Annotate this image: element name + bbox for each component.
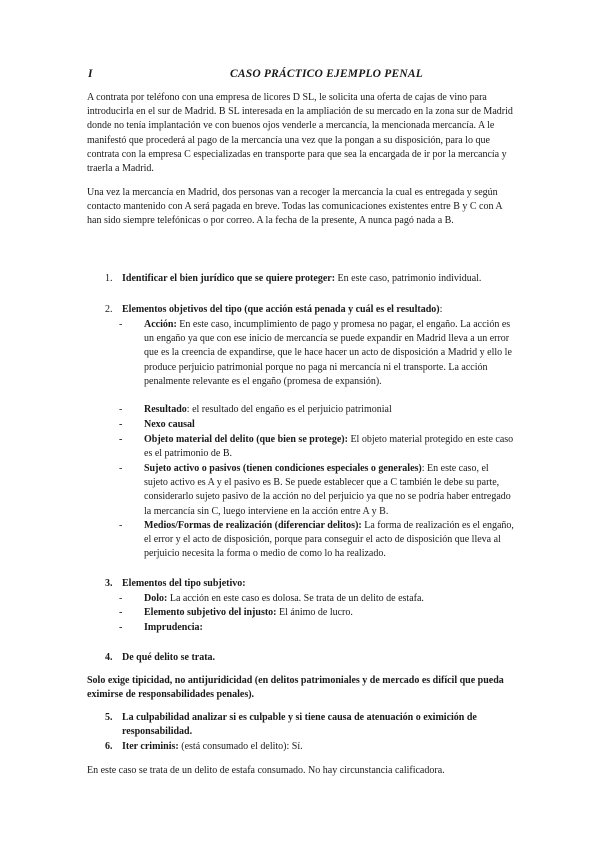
bullet-dash: - — [119, 319, 123, 330]
sub-item-heading: Objeto material del delito (que bien se protege): — [144, 434, 348, 445]
sub-item-text — [144, 433, 514, 461]
sub-item-body: : el resultado del engaño es el perjuicio patrimonial — [186, 404, 392, 415]
sub-item-heading: Elemento subjetivo del injusto: — [144, 607, 277, 618]
list-item-number: 2. — [105, 304, 113, 315]
list-item-body: (está consumado el delito): Sí. — [178, 741, 303, 752]
document-title: CASO PRÁCTICO EJEMPLO PENAL — [230, 68, 423, 80]
sub-item-heading: Nexo causal — [144, 419, 195, 430]
sub-item-body: El objeto material protegido en este caso es el patrimonio de B. — [144, 434, 514, 460]
sub-item-body: La forma de realización es el engaño, el error y el acto de disposición, porque para conseguir el acto de disposición que lleva al perjuicio necesita la forma o medio de como lo ha realizado. — [144, 520, 514, 560]
sub-item-body: : En este caso, el sujeto activo es A y el pasivo es B. Se puede establecer que a C también le debe su parte, considerarlo sujeto pasivo de la acción no del perjuicio ya que no se podría haber entregado la mercancía sin C, luego interviene en la acción entre A y B. — [144, 463, 511, 517]
list-item-number: 3. — [105, 578, 113, 589]
list-item-heading: Elementos objetivos del tipo (que acción está penada y cuál es el resultado) — [122, 304, 440, 315]
list-item-number: 4. — [105, 652, 113, 663]
document-title-row — [88, 68, 518, 86]
sub-item-heading: Sujeto activo o pasivos (tienen condiciones especiales o generales) — [144, 463, 422, 474]
sub-item-text — [144, 606, 514, 620]
bullet-dash: - — [119, 593, 123, 604]
sub-item-heading: Medios/Formas de realización (diferenciar delitos): — [144, 520, 362, 531]
bullet-dash: - — [119, 434, 123, 445]
bullet-dash: - — [119, 607, 123, 618]
paragraph-case-intro: A contrata por teléfono con una empresa de licores D SL, le solicita una oferta de cajas de vino para introducirla en el sur de Madrid. B SL interesada en la ampliación de su mercado en la zona sur de Madrid donde no tenía implantación ve con buenos ojos venderle a mercancía, la mencionada mercancía. A le manifestó que procederá al pago de la mercancía una vez que la pongan a su disposición, para lo que contrata con la empresa C especializadas en transporte para que sea la encargada de ir por la mercancía y traerla a Madrid. — [87, 92, 513, 175]
sub-item-heading: Acción: — [144, 319, 177, 330]
sub-item-heading: Dolo: — [144, 593, 168, 604]
list-item-number: 5. — [105, 712, 113, 723]
list-item-text — [122, 303, 510, 317]
sub-item-text — [144, 621, 514, 635]
list-item-heading: De qué delito se trata. — [122, 652, 216, 663]
list-item-heading: Identificar el bien jurídico que se quiere proteger: — [122, 273, 336, 284]
list-item-text — [122, 711, 510, 739]
sub-item-text — [144, 519, 514, 562]
bullet-dash: - — [119, 520, 123, 531]
sub-item-text — [144, 462, 514, 519]
sub-item-body: El ánimo de lucro. — [276, 607, 353, 618]
paragraph-conclusion: En este caso se trata de un delito de estafa consumado. No hay circunstancia calificadora. — [87, 765, 445, 776]
list-item-text — [122, 740, 510, 754]
list-item-number: 6. — [105, 741, 113, 752]
section-number: I — [88, 68, 93, 80]
bullet-dash: - — [119, 404, 123, 415]
sub-item-text — [144, 318, 514, 389]
list-item-heading: Elementos del tipo subjetivo: — [122, 578, 246, 589]
list-item-text — [122, 272, 510, 286]
list-item-heading: La culpabilidad analizar si es culpable y si tiene causa de atenuación o eximición de responsabilidad. — [122, 712, 477, 738]
list-item-text — [122, 651, 510, 665]
bullet-dash: - — [119, 622, 123, 633]
bullet-dash: - — [119, 419, 123, 430]
sub-item-text — [144, 418, 514, 432]
sub-item-body: La acción en este caso es dolosa. Se trata de un delito de estafa. — [167, 593, 424, 604]
sub-item-body: En este caso, incumplimiento de pago y promesa no pagar, el engaño. La acción es un engaño ya que con ese inicio de mercancía se puede expandir en Madrid lleva a un error que es la creencia de expandirse, que le hace hacer un acto de disposición a Madrid y ello le produce perjuicio patrimonial porque no paga ni mercancía ni el transporte. La acción penalmente relevante es el engaño (promesa de expansión). — [144, 319, 512, 387]
sub-item-text — [144, 403, 514, 417]
bullet-dash: - — [119, 463, 123, 474]
list-item-number: 1. — [105, 273, 113, 284]
list-item-text — [122, 577, 510, 591]
list-item-body: : — [439, 304, 443, 315]
list-item-heading: Iter criminis: — [122, 741, 179, 752]
sub-item-text — [144, 592, 514, 606]
paragraph-case-facts: Una vez la mercancía en Madrid, dos personas van a recoger la mercancía la cual es entregada y según contacto mantenido con A será pagada en breve. Todas las comunicaciones existentes entre B y C con A han sido siempre telefónicas o por correo. A la fecha de la presente, A nunca pagó nada a B. — [87, 187, 503, 227]
sub-item-heading: Resultado — [144, 404, 187, 415]
paragraph-tipicidad: Solo exige tipicidad, no antijuridicidad (en delitos patrimoniales y de mercado es difícil que pueda eximirse de responsabilidades penales). — [87, 675, 504, 701]
list-item-body: En este caso, patrimonio individual. — [335, 273, 482, 284]
sub-item-heading: Imprudencia: — [144, 622, 203, 633]
